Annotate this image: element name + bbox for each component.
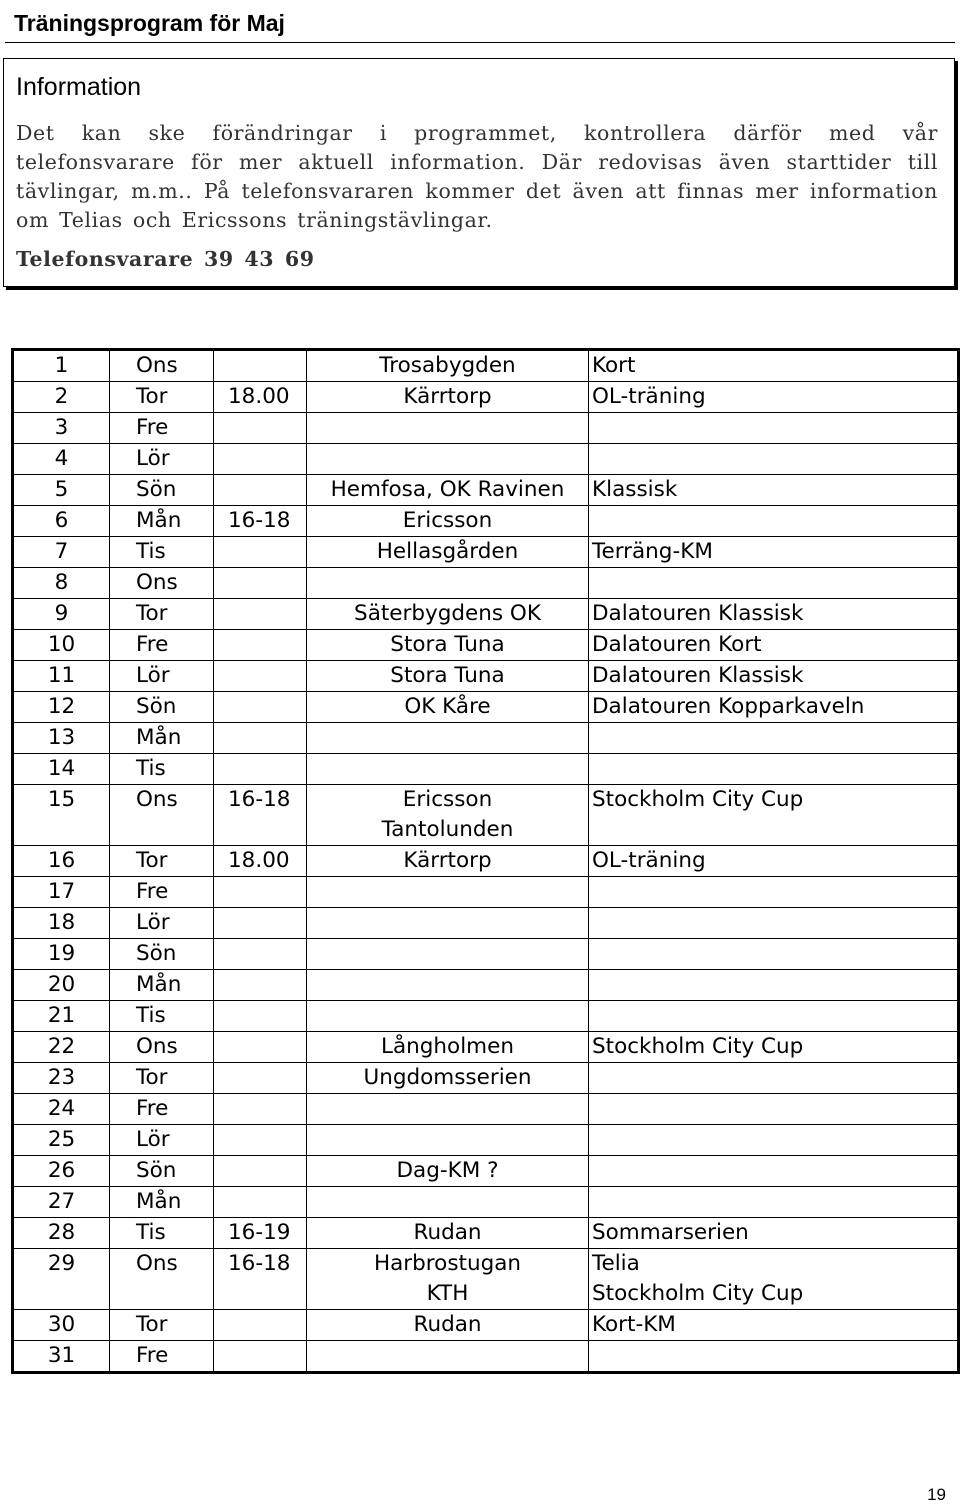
- time-cell: [214, 1310, 307, 1341]
- time-cell: [214, 846, 307, 877]
- time-cell-text: 16-18: [228, 787, 291, 812]
- place-cell: [307, 1001, 589, 1032]
- weekday-cell: [110, 754, 214, 785]
- schedule-row: [13, 754, 959, 785]
- day-cell-text: 17: [47, 879, 76, 904]
- day-cell: [13, 1310, 110, 1341]
- answering-machine-number: Telefonsvarare 39 43 69: [16, 247, 315, 271]
- type-cell-text: Sommarserien: [592, 1220, 749, 1245]
- place-cell: [307, 1187, 589, 1218]
- weekday-cell: [110, 475, 214, 506]
- time-cell: [214, 444, 307, 475]
- weekday-cell-text: Tis: [136, 1220, 166, 1245]
- day-cell-text: 11: [47, 663, 76, 688]
- type-cell: [589, 1341, 959, 1373]
- place-cell: [307, 444, 589, 475]
- type-cell: [589, 723, 959, 754]
- day-cell: [13, 877, 110, 908]
- type-cell: [589, 970, 959, 1001]
- type-cell-text: Dalatouren Kopparkaveln: [592, 694, 865, 719]
- schedule-row: [13, 970, 959, 1001]
- schedule-row: [13, 661, 959, 692]
- place-cell: [307, 475, 589, 506]
- schedule-row: [13, 1218, 959, 1249]
- weekday-cell: [110, 908, 214, 939]
- time-cell-text: 16-18: [228, 1251, 291, 1276]
- place-cell: [307, 568, 589, 599]
- day-cell: [13, 785, 110, 846]
- time-cell: [214, 1032, 307, 1063]
- type-cell: [589, 568, 959, 599]
- weekday-cell: [110, 1094, 214, 1125]
- weekday-cell: [110, 723, 214, 754]
- weekday-cell: [110, 785, 214, 846]
- day-cell: [13, 1218, 110, 1249]
- time-cell: [214, 1156, 307, 1187]
- weekday-cell: [110, 350, 214, 382]
- schedule-row: [13, 599, 959, 630]
- place-cell: [307, 1310, 589, 1341]
- information-text: Det kan ske förändringar i programmet, kontrollera därför med vår telefonsvarare för mer aktuell information. Där redovisas även starttider till tävlingar, m.m.. På telefonsvararen kommer det även att finnas mer information om Telias och Ericssons träningstävlingar.: [16, 121, 938, 232]
- weekday-cell-text: Sön: [136, 477, 177, 502]
- weekday-cell-text: Mån: [136, 1189, 182, 1214]
- time-cell: [214, 970, 307, 1001]
- schedule-row: [13, 846, 959, 877]
- day-cell-text: 18: [47, 910, 76, 935]
- weekday-cell-text: Tis: [136, 1003, 166, 1028]
- schedule-row: [13, 1125, 959, 1156]
- schedule-row: [13, 1063, 959, 1094]
- day-cell-text: 16: [47, 848, 76, 873]
- day-cell: [13, 630, 110, 661]
- place-cell: [307, 599, 589, 630]
- type-cell: [589, 692, 959, 723]
- place-cell: [307, 350, 589, 382]
- day-cell-text: 22: [47, 1034, 76, 1059]
- information-box: [3, 58, 955, 287]
- schedule-row: [13, 908, 959, 939]
- place-cell: [307, 908, 589, 939]
- time-cell: [214, 877, 307, 908]
- weekday-cell-text: Fre: [136, 1343, 169, 1368]
- time-cell: [214, 785, 307, 846]
- weekday-cell-text: Mån: [136, 972, 182, 997]
- day-cell: [13, 846, 110, 877]
- schedule-row: [13, 568, 959, 599]
- type-cell-text: Klassisk: [592, 477, 678, 502]
- schedule-row: [13, 723, 959, 754]
- place-cell: [307, 939, 589, 970]
- weekday-cell-text: Tis: [136, 756, 166, 781]
- type-cell: [589, 350, 959, 382]
- time-cell: [214, 908, 307, 939]
- type-cell: [589, 785, 959, 846]
- time-cell-text: 16-18: [228, 508, 291, 533]
- schedule-body: [13, 350, 959, 1373]
- type-cell-text: Telia: [592, 1251, 640, 1276]
- day-cell-text: 9: [54, 601, 69, 626]
- day-cell-text: 27: [47, 1189, 76, 1214]
- place-cell: [307, 413, 589, 444]
- type-cell: [589, 537, 959, 568]
- type-cell-text: OL-träning: [592, 848, 706, 873]
- day-cell: [13, 1341, 110, 1373]
- day-cell-text: 3: [54, 415, 69, 440]
- type-cell-text: Kort-KM: [592, 1312, 676, 1337]
- day-cell: [13, 537, 110, 568]
- weekday-cell-text: Fre: [136, 415, 169, 440]
- time-cell: [214, 537, 307, 568]
- place-cell-text: OK Kåre: [404, 694, 491, 719]
- type-cell: [589, 1063, 959, 1094]
- schedule-row: [13, 444, 959, 475]
- weekday-cell-text: Lör: [136, 663, 170, 688]
- weekday-cell-text: Lör: [136, 446, 170, 471]
- day-cell-text: 5: [54, 477, 69, 502]
- day-cell-text: 19: [47, 941, 76, 966]
- schedule-row: [13, 413, 959, 444]
- schedule-row: [13, 692, 959, 723]
- weekday-cell: [110, 1310, 214, 1341]
- weekday-cell: [110, 661, 214, 692]
- information-heading: Information: [16, 73, 142, 101]
- day-cell-text: 7: [54, 539, 69, 564]
- schedule-row: [13, 1341, 959, 1373]
- day-cell: [13, 599, 110, 630]
- weekday-cell: [110, 1249, 214, 1310]
- weekday-cell-text: Lör: [136, 910, 170, 935]
- weekday-cell: [110, 599, 214, 630]
- day-cell-text: 14: [47, 756, 76, 781]
- type-cell-text: Dalatouren Klassisk: [592, 601, 804, 626]
- schedule-row: [13, 1032, 959, 1063]
- weekday-cell-text: Lör: [136, 1127, 170, 1152]
- weekday-cell: [110, 537, 214, 568]
- weekday-cell-text: Mån: [136, 508, 182, 533]
- type-cell: [589, 630, 959, 661]
- place-cell: [307, 382, 589, 413]
- weekday-cell: [110, 692, 214, 723]
- type-cell-text: Dalatouren Klassisk: [592, 663, 804, 688]
- day-cell: [13, 661, 110, 692]
- day-cell: [13, 444, 110, 475]
- weekday-cell: [110, 1156, 214, 1187]
- weekday-cell-text: Tor: [136, 384, 168, 409]
- day-cell: [13, 1032, 110, 1063]
- schedule-row: [13, 537, 959, 568]
- day-cell-text: 31: [47, 1343, 76, 1368]
- type-cell-text-line2: Stockholm City Cup: [592, 787, 804, 812]
- page-number: 19: [927, 1485, 946, 1504]
- schedule-table: [11, 348, 960, 1374]
- type-cell: [589, 382, 959, 413]
- weekday-cell-text: Ons: [136, 353, 178, 378]
- type-cell-text: Stockholm City Cup: [592, 1034, 804, 1059]
- day-cell: [13, 413, 110, 444]
- weekday-cell: [110, 939, 214, 970]
- day-cell-text: 2: [54, 384, 69, 409]
- time-cell: [214, 1218, 307, 1249]
- schedule-row: [13, 630, 959, 661]
- day-cell: [13, 908, 110, 939]
- place-cell: [307, 506, 589, 537]
- time-cell-text: 16-19: [228, 1220, 291, 1245]
- weekday-cell-text: Ons: [136, 1034, 178, 1059]
- weekday-cell: [110, 1187, 214, 1218]
- weekday-cell-text: Tis: [136, 539, 166, 564]
- type-cell: [589, 754, 959, 785]
- page-title: Träningsprogram för Maj: [14, 10, 285, 36]
- type-cell: [589, 1094, 959, 1125]
- time-cell: [214, 413, 307, 444]
- weekday-cell: [110, 382, 214, 413]
- weekday-cell: [110, 1341, 214, 1373]
- schedule-row: [13, 475, 959, 506]
- type-cell: [589, 1310, 959, 1341]
- day-cell-text: 20: [47, 972, 76, 997]
- place-cell: [307, 630, 589, 661]
- type-cell: [589, 1187, 959, 1218]
- day-cell-text: 24: [47, 1096, 76, 1121]
- type-cell-text: Kort: [592, 353, 636, 378]
- place-cell: [307, 1341, 589, 1373]
- schedule-row: [13, 1187, 959, 1218]
- type-cell: [589, 475, 959, 506]
- day-cell-text: 21: [47, 1003, 76, 1028]
- place-cell: [307, 1156, 589, 1187]
- day-cell-text: 13: [47, 725, 76, 750]
- place-cell: [307, 1063, 589, 1094]
- place-cell: [307, 723, 589, 754]
- day-cell: [13, 506, 110, 537]
- place-cell: [307, 1218, 589, 1249]
- time-cell: [214, 382, 307, 413]
- type-cell: [589, 877, 959, 908]
- time-cell: [214, 350, 307, 382]
- weekday-cell-text: Ons: [136, 787, 178, 812]
- type-cell-text: Terräng-KM: [592, 539, 713, 564]
- place-cell: [307, 692, 589, 723]
- place-cell-text: Ericsson: [402, 787, 493, 812]
- day-cell-text: 28: [47, 1220, 76, 1245]
- day-cell: [13, 1249, 110, 1310]
- type-cell: [589, 506, 959, 537]
- schedule-row: [13, 506, 959, 537]
- day-cell: [13, 1125, 110, 1156]
- place-cell-text: Stora Tuna: [390, 663, 505, 688]
- day-cell-text: 25: [47, 1127, 76, 1152]
- day-cell-text: 12: [47, 694, 76, 719]
- time-cell: [214, 754, 307, 785]
- weekday-cell-text: Mån: [136, 725, 182, 750]
- type-cell: [589, 1125, 959, 1156]
- type-cell: [589, 1249, 959, 1310]
- place-cell: [307, 661, 589, 692]
- time-cell-text: 18.00: [228, 384, 290, 409]
- type-cell: [589, 939, 959, 970]
- type-cell: [589, 1156, 959, 1187]
- time-cell: [214, 723, 307, 754]
- day-cell: [13, 1156, 110, 1187]
- place-cell-text: Stora Tuna: [390, 632, 505, 657]
- time-cell: [214, 1187, 307, 1218]
- type-cell: [589, 1032, 959, 1063]
- type-cell-text: OL-träning: [592, 384, 706, 409]
- weekday-cell: [110, 970, 214, 1001]
- weekday-cell-text: Tor: [136, 601, 168, 626]
- place-cell: [307, 1032, 589, 1063]
- weekday-cell-text: Ons: [136, 1251, 178, 1276]
- weekday-cell-text: Tor: [136, 848, 168, 873]
- time-cell: [214, 1341, 307, 1373]
- place-cell-text: Rudan: [413, 1220, 482, 1245]
- day-cell-text: 29: [47, 1251, 76, 1276]
- place-cell-text: Ungdomsserien: [363, 1065, 532, 1090]
- type-cell: [589, 661, 959, 692]
- time-cell: [214, 630, 307, 661]
- place-cell-text: Trosabygden: [379, 353, 516, 378]
- day-cell: [13, 939, 110, 970]
- day-cell-text: 4: [54, 446, 69, 471]
- type-cell: [589, 413, 959, 444]
- time-cell: [214, 506, 307, 537]
- schedule-row: [13, 382, 959, 413]
- type-cell: [589, 1001, 959, 1032]
- place-cell-text: Säterbygdens OK: [354, 601, 541, 626]
- time-cell: [214, 939, 307, 970]
- day-cell: [13, 475, 110, 506]
- weekday-cell: [110, 1032, 214, 1063]
- schedule-row: [13, 350, 959, 382]
- weekday-cell-text: Sön: [136, 694, 177, 719]
- place-cell-text: Kärrtorp: [403, 848, 492, 873]
- weekday-cell: [110, 1218, 214, 1249]
- day-cell: [13, 723, 110, 754]
- day-cell-text: 23: [47, 1065, 76, 1090]
- day-cell: [13, 568, 110, 599]
- type-cell-text-line2: Stockholm City Cup: [592, 1281, 804, 1306]
- day-cell-text: 8: [54, 570, 69, 595]
- schedule-row: [13, 1310, 959, 1341]
- place-cell-text: Harbrostugan: [373, 1251, 522, 1276]
- place-cell-text-line2: Tantolunden: [381, 817, 514, 842]
- schedule-row: [13, 785, 959, 846]
- day-cell-text: 10: [47, 632, 76, 657]
- day-cell-text: 6: [54, 508, 69, 533]
- place-cell-text-line2: KTH: [426, 1281, 469, 1306]
- time-cell: [214, 599, 307, 630]
- type-cell-text: Dalatouren Kort: [592, 632, 762, 657]
- day-cell: [13, 1063, 110, 1094]
- day-cell-text: 1: [54, 353, 69, 378]
- schedule-row: [13, 1001, 959, 1032]
- time-cell: [214, 475, 307, 506]
- place-cell: [307, 1094, 589, 1125]
- time-cell: [214, 1249, 307, 1310]
- weekday-cell-text: Tor: [136, 1065, 168, 1090]
- place-cell-text: Kärrtorp: [403, 384, 492, 409]
- weekday-cell: [110, 506, 214, 537]
- weekday-cell-text: Ons: [136, 570, 178, 595]
- weekday-cell-text: Sön: [136, 941, 177, 966]
- day-cell: [13, 970, 110, 1001]
- type-cell: [589, 846, 959, 877]
- day-cell: [13, 754, 110, 785]
- weekday-cell: [110, 1001, 214, 1032]
- time-cell: [214, 1094, 307, 1125]
- place-cell: [307, 754, 589, 785]
- weekday-cell-text: Sön: [136, 1158, 177, 1183]
- place-cell-text: Dag-KM ?: [396, 1158, 499, 1183]
- time-cell: [214, 692, 307, 723]
- place-cell-text: Långholmen: [381, 1034, 514, 1059]
- weekday-cell: [110, 1063, 214, 1094]
- place-cell: [307, 1249, 589, 1310]
- type-cell: [589, 1218, 959, 1249]
- time-cell: [214, 661, 307, 692]
- day-cell: [13, 382, 110, 413]
- time-cell: [214, 1001, 307, 1032]
- weekday-cell: [110, 1125, 214, 1156]
- day-cell: [13, 1001, 110, 1032]
- weekday-cell: [110, 413, 214, 444]
- day-cell: [13, 1094, 110, 1125]
- day-cell-text: 26: [47, 1158, 76, 1183]
- place-cell: [307, 970, 589, 1001]
- type-cell: [589, 908, 959, 939]
- weekday-cell-text: Fre: [136, 879, 169, 904]
- time-cell-text: 18.00: [228, 848, 290, 873]
- title-divider: [5, 42, 955, 43]
- weekday-cell: [110, 846, 214, 877]
- weekday-cell: [110, 630, 214, 661]
- place-cell-text: Hemfosa, OK Ravinen: [330, 477, 565, 502]
- place-cell: [307, 877, 589, 908]
- day-cell: [13, 350, 110, 382]
- day-cell-text: 15: [47, 787, 76, 812]
- day-cell: [13, 1187, 110, 1218]
- place-cell-text: Rudan: [413, 1312, 482, 1337]
- time-cell: [214, 1063, 307, 1094]
- type-cell: [589, 599, 959, 630]
- place-cell: [307, 785, 589, 846]
- day-cell-text: 30: [47, 1312, 76, 1337]
- schedule-row: [13, 1249, 959, 1310]
- time-cell: [214, 1125, 307, 1156]
- type-cell: [589, 444, 959, 475]
- place-cell-text: Hellasgården: [376, 539, 519, 564]
- place-cell-text: Ericsson: [402, 508, 493, 533]
- time-cell: [214, 568, 307, 599]
- schedule-row: [13, 939, 959, 970]
- schedule-row: [13, 877, 959, 908]
- day-cell: [13, 692, 110, 723]
- place-cell: [307, 1125, 589, 1156]
- weekday-cell-text: Fre: [136, 1096, 169, 1121]
- weekday-cell: [110, 877, 214, 908]
- weekday-cell-text: Tor: [136, 1312, 168, 1337]
- weekday-cell-text: Fre: [136, 632, 169, 657]
- weekday-cell: [110, 568, 214, 599]
- place-cell: [307, 537, 589, 568]
- place-cell: [307, 846, 589, 877]
- schedule-row: [13, 1094, 959, 1125]
- weekday-cell: [110, 444, 214, 475]
- schedule-row: [13, 1156, 959, 1187]
